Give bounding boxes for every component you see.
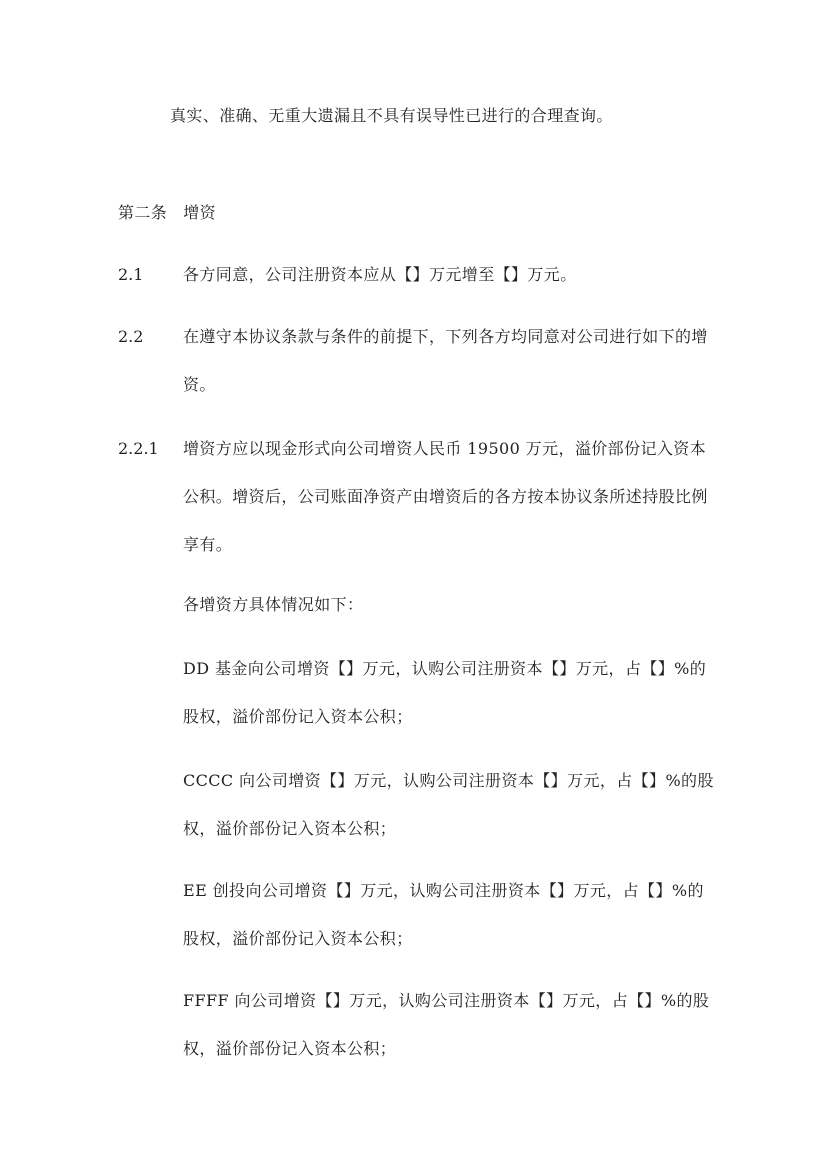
clause-number: 2.1 <box>118 265 144 284</box>
clause-text: 增资方应以现金形式向公司增资人民币 19500 万元，溢价部份记入资本 <box>183 439 707 458</box>
clause-number: 2.2.1 <box>118 439 159 458</box>
investor-line: FFFF 向公司增资【】万元，认购公司注册资本【】万元，占【】%的股 <box>183 991 710 1010</box>
article-title: 增资 <box>183 203 217 222</box>
article-heading <box>118 203 216 223</box>
clause-text: 各方同意，公司注册资本应从【】万元增至【】万元。 <box>183 265 577 284</box>
investor-line: 权，溢价部份记入资本公积； <box>183 1039 397 1058</box>
clause-text: 公积。增资后，公司账面净资产由增资后的各方按本协议条所述持股比例 <box>183 487 708 506</box>
investor-line: CCCC 向公司增资【】万元，认购公司注册资本【】万元，占【】%的股 <box>183 771 714 790</box>
clause-text: 资。 <box>183 375 216 394</box>
investors-intro: 各增资方具体情况如下： <box>183 595 364 614</box>
investor-line: 权，溢价部份记入资本公积； <box>183 819 397 838</box>
clause-text: 在遵守本协议条款与条件的前提下，下列各方均同意对公司进行如下的增 <box>183 327 708 346</box>
clause-number: 2.2 <box>118 327 144 346</box>
investor-line: 股权，溢价部份记入资本公积； <box>183 707 413 726</box>
investor-line: 股权，溢价部份记入资本公积； <box>183 929 413 948</box>
clause-text: 享有。 <box>183 535 233 554</box>
investor-line: DD 基金向公司增资【】万元，认购公司注册资本【】万元，占【】%的 <box>183 659 707 678</box>
intro-line: 真实、准确、无重大遗漏且不具有误导性已进行的合理查询。 <box>170 106 613 125</box>
article-number: 第二条 <box>118 203 168 222</box>
investor-line: EE 创投向公司增资【】万元，认购公司注册资本【】万元，占【】%的 <box>183 881 704 900</box>
